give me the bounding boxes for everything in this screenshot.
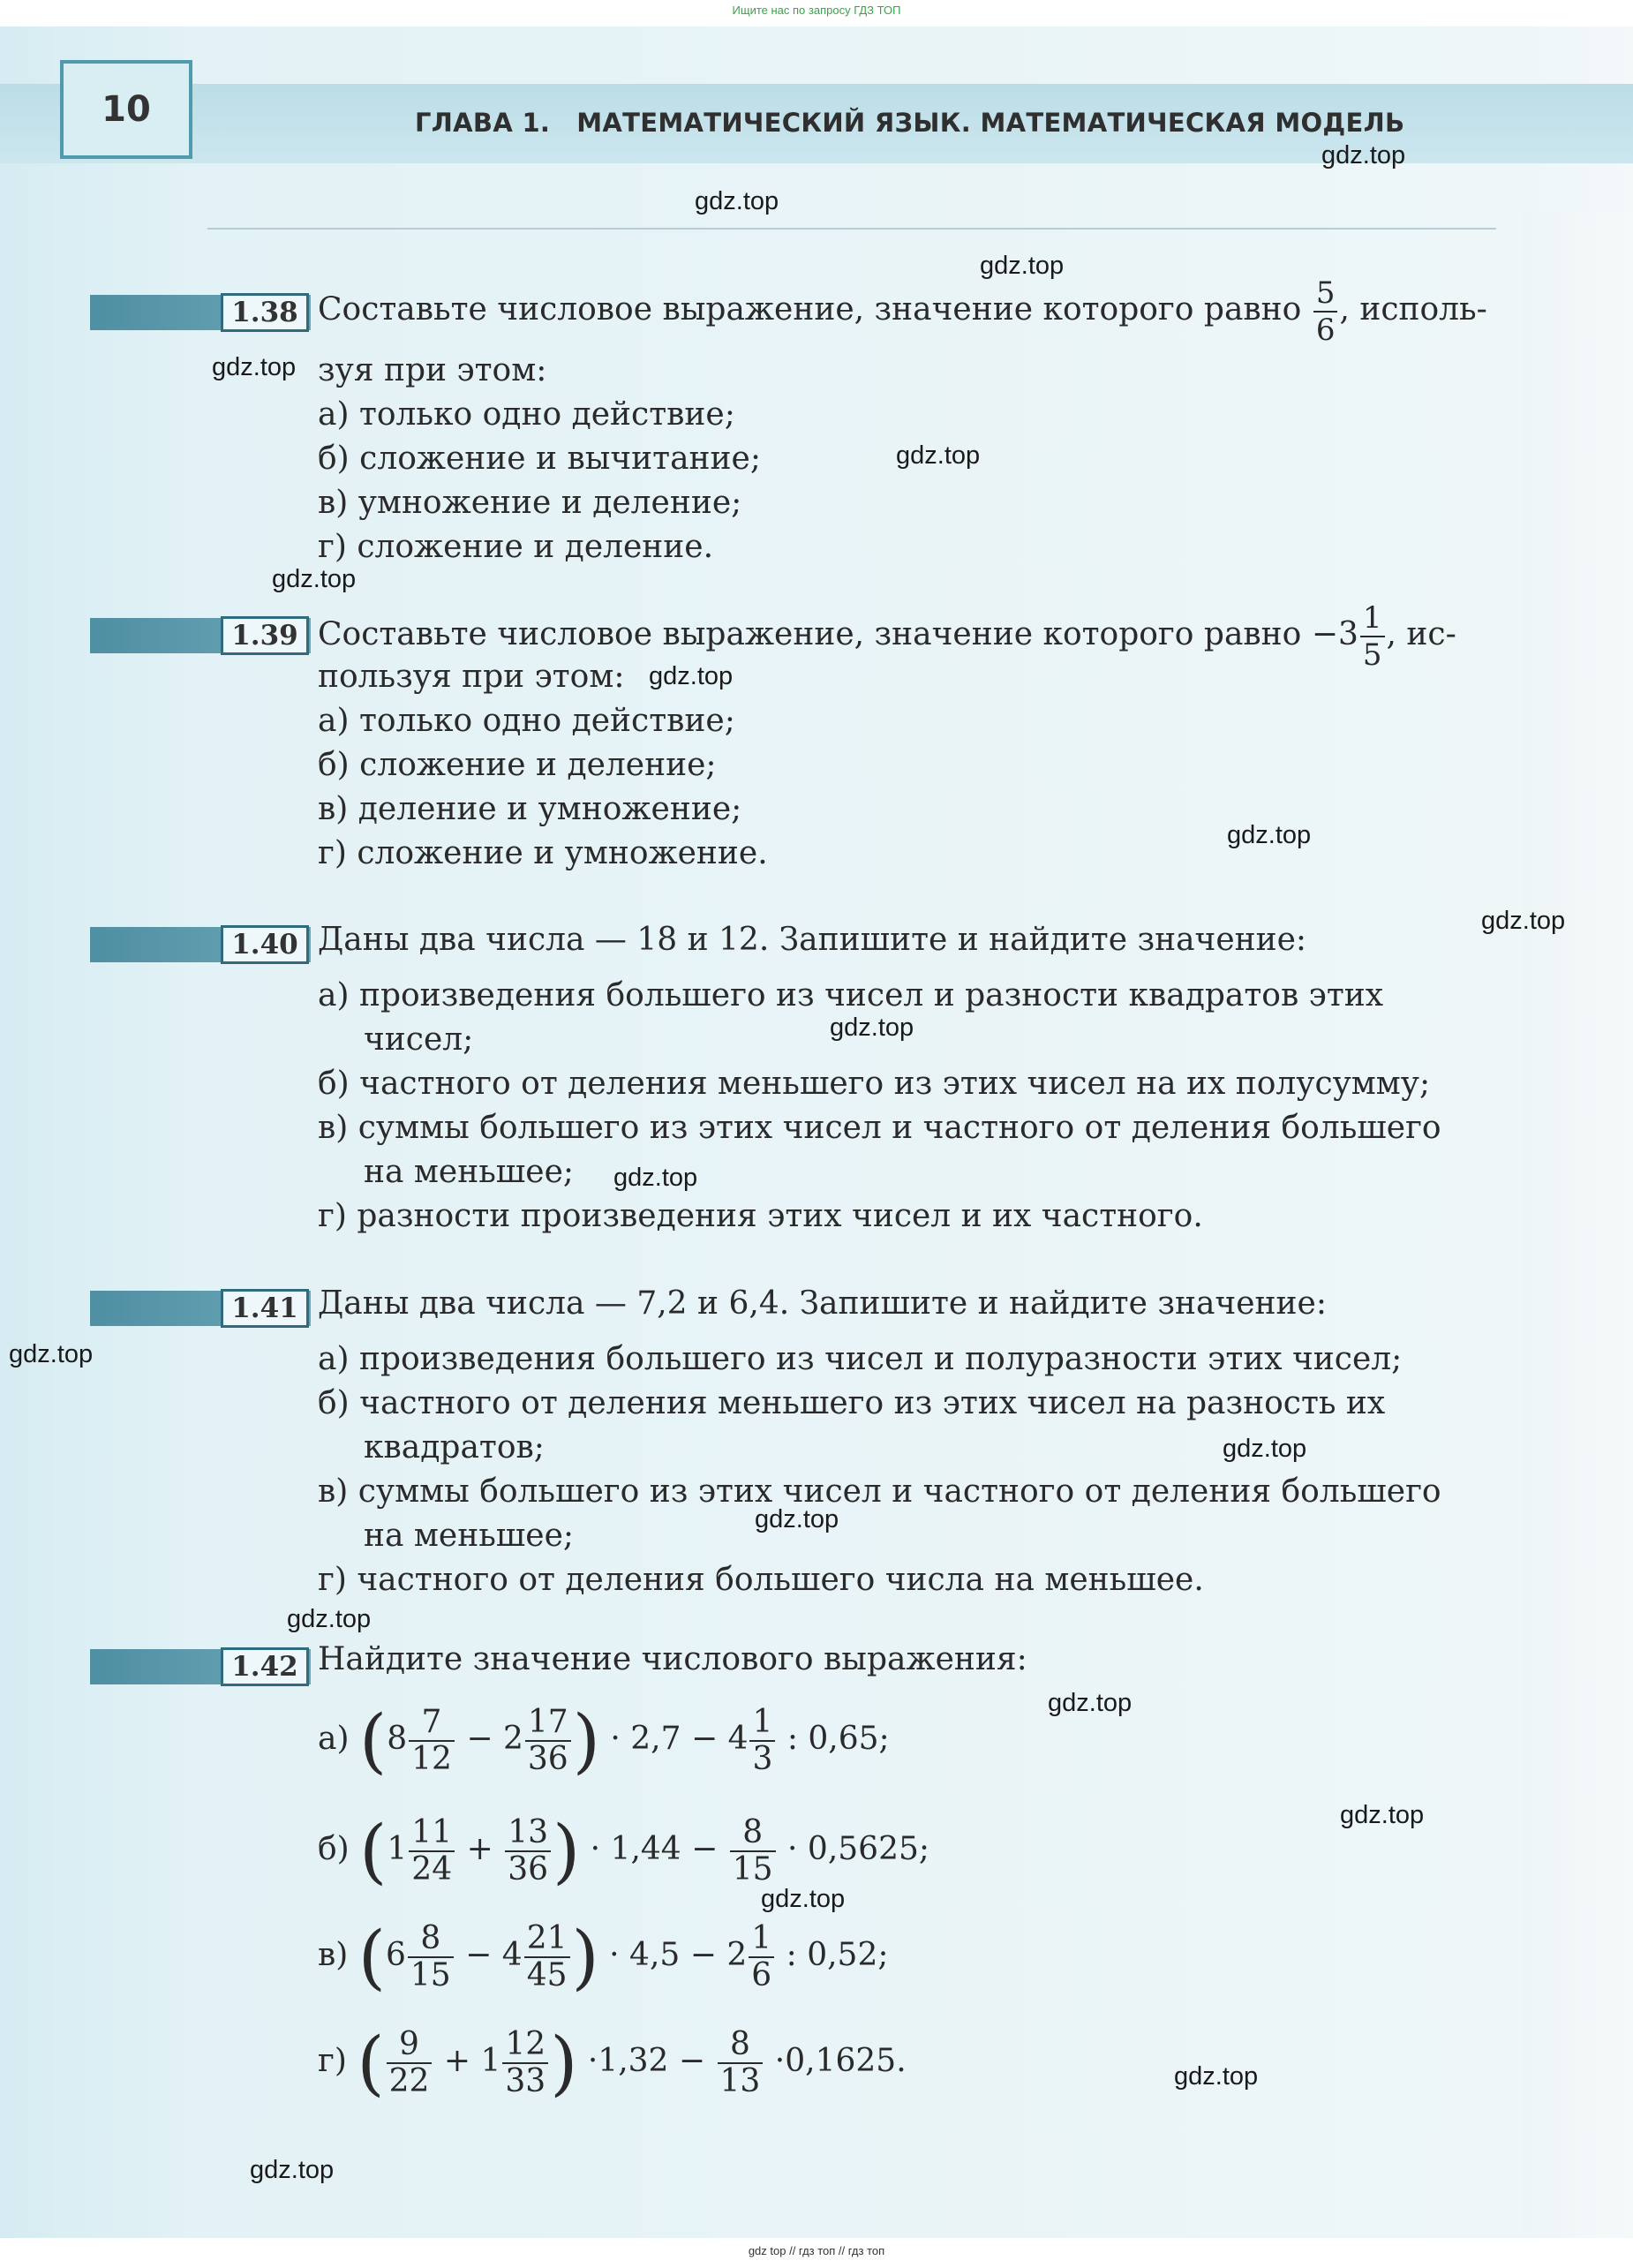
watermark: gdz.top <box>649 662 734 690</box>
chapter-name: МАТЕМАТИЧЕСКИЙ ЯЗЫК. МАТЕМАТИЧЕСКАЯ МОДЕЛЬ <box>576 108 1405 138</box>
problem-item: б) сложение и деление; <box>318 747 717 783</box>
problem-item: г) частного от деления большего числа на меньшее. <box>318 1562 1204 1598</box>
problem-text: пользуя при этом: <box>318 659 625 695</box>
page-number: 10 <box>60 60 192 159</box>
watermark: gdz.top <box>1048 1689 1133 1717</box>
watermark: gdz.top <box>272 565 357 593</box>
expression-b: б) (1 $\frac{11}{24}$ + $\frac{13}{36}$ ) · 1,44 − $\frac{8}{15}$ · 0,5625; <box>318 1810 930 1892</box>
problem-item: а) только одно действие; <box>318 396 735 433</box>
problem-item: а) только одно действие; <box>318 703 735 739</box>
watermark: gdz.top <box>1481 907 1566 935</box>
problem-item: в) умножение и деление; <box>318 485 742 521</box>
fraction: $\frac{1}{5}$ <box>1360 600 1385 673</box>
problem-item: а) произведения большего из чисел и разности квадратов этих <box>318 977 1384 1013</box>
problem-item: г) сложение и деление. <box>318 529 714 565</box>
problem-text: зуя при этом: <box>318 352 547 388</box>
bottom-banner: gdz top // гдз топ // гдз топ <box>748 2244 885 2257</box>
problem-number: 1.42 <box>221 1647 309 1686</box>
top-banner: Ищите нас по запросу ГДЗ ТОП <box>732 4 901 17</box>
watermark: gdz.top <box>1174 2062 1259 2091</box>
problem-item: чисел; <box>364 1021 474 1058</box>
watermark: gdz.top <box>896 441 981 470</box>
watermark: gdz.top <box>1321 141 1406 170</box>
watermark: gdz.top <box>287 1605 372 1633</box>
problem-item: г) сложение и умножение. <box>318 835 768 871</box>
problem-number: 1.40 <box>221 925 309 964</box>
problem-item: б) частного от деления меньшего из этих чисел на их полусумму; <box>318 1066 1431 1102</box>
watermark: gdz.top <box>980 252 1065 280</box>
header-divider <box>207 228 1496 230</box>
expression-d: г) ( $\frac{9}{22}$ + 1 $\frac{12}{33}$ ) ·1,32 − $\frac{8}{13}$ ·0,1625. <box>318 2022 907 2104</box>
watermark: gdz.top <box>761 1885 846 1913</box>
watermark: gdz.top <box>613 1164 698 1192</box>
fraction: $\frac{5}{6}$ <box>1313 275 1338 348</box>
problem-text: Даны два числа — 18 и 12. Запишите и найдите значение: <box>318 922 1307 958</box>
watermark: gdz.top <box>1340 1801 1425 1829</box>
watermark: gdz.top <box>9 1340 94 1368</box>
problem-item: в) деление и умножение; <box>318 791 742 827</box>
problem-item: на меньшее; <box>364 1518 575 1554</box>
problem-text: Составьте числовое выражение, значение которого равно $\frac{5}{6}$ , исполь- <box>318 275 1487 348</box>
watermark: gdz.top <box>1223 1435 1307 1463</box>
problem-text: Составьте числовое выражение, значение которого равно −3 $\frac{1}{5}$ , ис- <box>318 600 1456 673</box>
watermark: gdz.top <box>250 2156 335 2184</box>
expression-c: в) (6 $\frac{8}{15}$ − 4 $\frac{21}{45}$ ) · 4,5 − 2 $\frac{1}{6}$ : 0,52; <box>318 1916 889 1998</box>
problem-item: а) произведения большего из чисел и полуразности этих чисел; <box>318 1341 1403 1377</box>
chapter-title <box>415 108 1404 138</box>
problem-number: 1.39 <box>221 616 309 655</box>
watermark: gdz.top <box>1227 821 1312 849</box>
watermark: gdz.top <box>755 1505 839 1533</box>
problem-item: б) сложение и вычитание; <box>318 441 761 477</box>
watermark: gdz.top <box>830 1013 914 1042</box>
problem-item: г) разности произведения этих чисел и их частного. <box>318 1198 1203 1234</box>
chapter-label: ГЛАВА 1. <box>415 108 551 138</box>
problem-item: на меньшее; <box>364 1154 575 1190</box>
problem-number: 1.38 <box>221 293 309 332</box>
problem-text: Даны два числа — 7,2 и 6,4. Запишите и найдите значение: <box>318 1285 1327 1322</box>
watermark: gdz.top <box>212 353 297 381</box>
problem-item: в) суммы большего из этих чисел и частного от деления большего <box>318 1473 1441 1510</box>
watermark: gdz.top <box>695 187 779 215</box>
problem-item: квадратов; <box>364 1429 545 1466</box>
problem-text: Найдите значение числового выражения: <box>318 1641 1027 1677</box>
right-margin-strip <box>1523 212 1633 2238</box>
problem-item: б) частного от деления меньшего из этих чисел на разность их <box>318 1385 1386 1421</box>
problem-item: в) суммы большего из этих чисел и частного от деления большего <box>318 1110 1441 1146</box>
problem-number: 1.41 <box>221 1289 309 1328</box>
expression-a: а) (8 $\frac{7}{12}$ − 2 $\frac{17}{36}$ ) · 2,7 − 4 $\frac{1}{3}$ : 0,65; <box>318 1699 890 1782</box>
